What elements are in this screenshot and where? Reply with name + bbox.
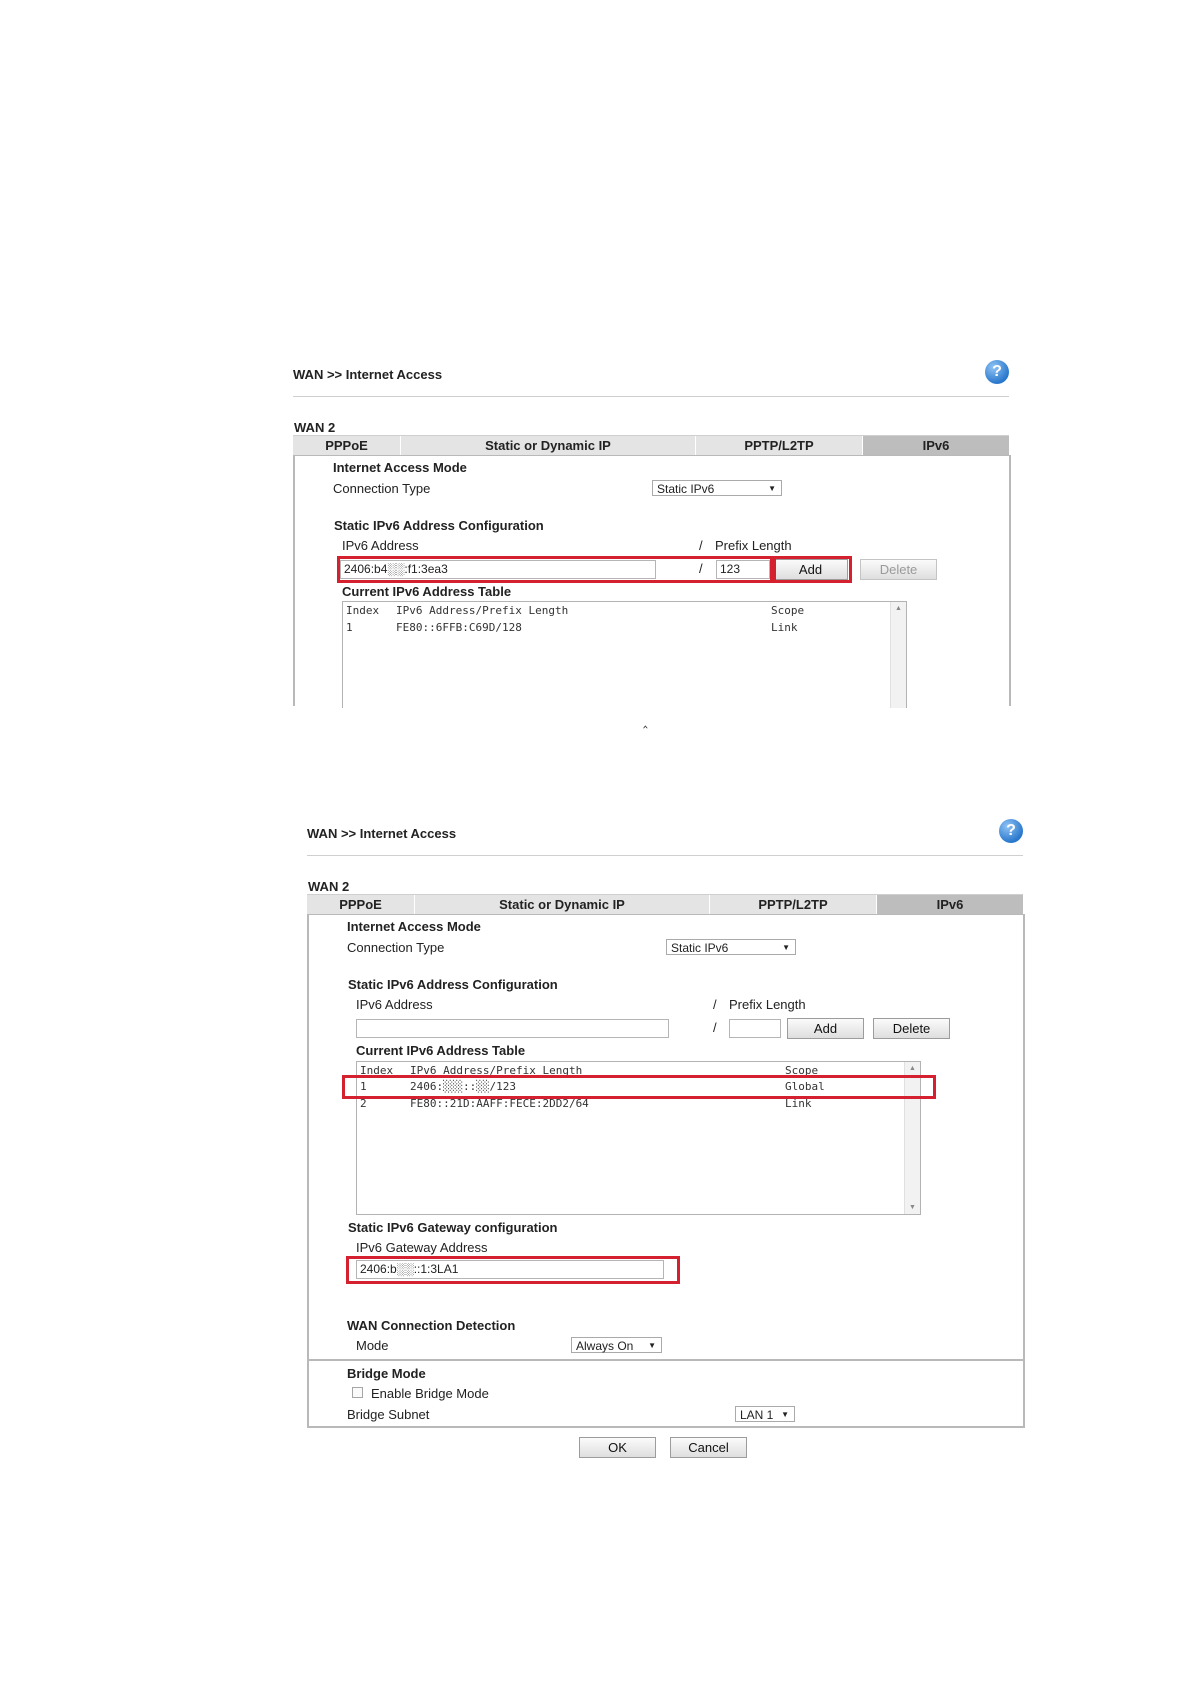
- chevron-down-icon: ▼: [648, 1341, 656, 1350]
- tab-static-dynamic-ip[interactable]: Static or Dynamic IP: [401, 436, 696, 456]
- prefix-length-label: Prefix Length: [715, 538, 792, 553]
- section-address-table: Current IPv6 Address Table: [342, 584, 512, 599]
- tab-ipv6[interactable]: IPv6: [863, 436, 1009, 456]
- section-address-table: Current IPv6 Address Table: [356, 1043, 526, 1058]
- help-icon[interactable]: ?: [985, 360, 1009, 384]
- chevron-down-icon: ▼: [768, 484, 776, 493]
- table-header-scope: Scope: [785, 1064, 819, 1077]
- enable-bridge-checkbox[interactable]: [352, 1387, 363, 1398]
- ipv6-address-label: IPv6 Address: [356, 997, 433, 1012]
- tab-bar: [293, 435, 1009, 456]
- section-static-ipv6-config: Static IPv6 Address Configuration: [348, 977, 558, 992]
- table-scrollbar[interactable]: [890, 602, 906, 708]
- gateway-address-input[interactable]: 2406:b░░::1:3LA1: [356, 1260, 664, 1279]
- highlight-address-input: [337, 556, 773, 583]
- panel-second-screenshot: [307, 821, 1023, 1481]
- page-header: [307, 821, 1023, 856]
- breadcrumb: WAN >> Internet Access: [307, 826, 457, 841]
- cancel-button[interactable]: Cancel: [670, 1437, 747, 1458]
- table-header-scope: Scope: [771, 604, 805, 617]
- connection-type-label: Connection Type: [333, 481, 431, 496]
- scroll-up-icon[interactable]: ▲: [895, 605, 902, 612]
- table-row-scope: Global: [785, 1080, 825, 1093]
- ipv6-address-label: IPv6 Address: [342, 538, 419, 553]
- highlight-global-row: [342, 1075, 936, 1099]
- chevron-down-icon: ▼: [781, 1410, 789, 1419]
- highlight-gateway-input: [346, 1256, 680, 1284]
- slash-separator: /: [713, 1020, 717, 1035]
- wan-label: WAN 2: [308, 879, 350, 894]
- table-row-scope: Link: [771, 621, 798, 634]
- breadcrumb: WAN >> Internet Access: [293, 367, 443, 382]
- tab-pppoe[interactable]: PPPoE: [293, 436, 401, 456]
- connection-type-select[interactable]: [652, 480, 782, 496]
- address-table[interactable]: [342, 601, 907, 708]
- table-header-address: IPv6 Address/Prefix Length: [410, 1064, 583, 1077]
- add-button[interactable]: Add: [773, 559, 848, 580]
- slash-separator: /: [699, 561, 703, 576]
- section-wan-connection-detection: WAN Connection Detection: [347, 1318, 516, 1333]
- add-button[interactable]: Add: [787, 1018, 864, 1039]
- ok-button[interactable]: OK: [579, 1437, 656, 1458]
- scroll-up-icon[interactable]: ▲: [909, 1065, 916, 1072]
- tab-bar: [307, 894, 1023, 915]
- bridge-subnet-value: LAN 1: [740, 1408, 774, 1422]
- section-static-ipv6-config: Static IPv6 Address Configuration: [334, 518, 544, 533]
- prefix-length-input[interactable]: [729, 1019, 781, 1038]
- mode-value: Always On: [576, 1339, 634, 1353]
- ipv6-address-input[interactable]: [356, 1019, 669, 1038]
- tab-ipv6[interactable]: IPv6: [877, 895, 1023, 915]
- wan-label: WAN 2: [294, 420, 336, 435]
- highlight-add-button: [773, 556, 852, 583]
- tab-pppoe[interactable]: PPPoE: [307, 895, 415, 915]
- connection-type-value: Static IPv6: [657, 482, 715, 496]
- enable-bridge-label: Enable Bridge Mode: [371, 1386, 489, 1401]
- section-bridge-mode: Bridge Mode: [347, 1366, 426, 1381]
- table-row-address: 2406:░░░::░░/123: [410, 1080, 516, 1093]
- table-row-scope: Link: [785, 1097, 812, 1110]
- tab-pptp-l2tp[interactable]: PPTP/L2TP: [696, 436, 863, 456]
- config-box: [293, 455, 1011, 706]
- bridge-subnet-label: Bridge Subnet: [347, 1407, 430, 1422]
- panel-first-screenshot: [293, 362, 1009, 728]
- table-row-index: 1: [360, 1080, 367, 1093]
- prefix-length-label: Prefix Length: [729, 997, 806, 1012]
- ipv6-address-input[interactable]: 2406:b4░░:f1:3ea3: [340, 560, 656, 579]
- delete-button[interactable]: Delete: [860, 559, 937, 580]
- connection-type-value: Static IPv6: [671, 941, 729, 955]
- page-header: [293, 362, 1009, 397]
- prefix-length-input[interactable]: 123: [716, 560, 770, 579]
- delete-button[interactable]: Delete: [873, 1018, 950, 1039]
- tab-pptp-l2tp[interactable]: PPTP/L2TP: [710, 895, 877, 915]
- table-row-address: FE80::6FFB:C69D/128: [396, 621, 522, 634]
- slash-label: /: [699, 538, 703, 553]
- table-header-address: IPv6 Address/Prefix Length: [396, 604, 569, 617]
- bridge-subnet-select[interactable]: [735, 1406, 795, 1422]
- table-header-index: Index: [360, 1064, 394, 1077]
- config-box: [307, 914, 1025, 1428]
- table-row-index: 2: [360, 1097, 367, 1110]
- gateway-address-label: IPv6 Gateway Address: [356, 1240, 488, 1255]
- table-row-address: FE80::21D:AAFF:FECE:2DD2/64: [410, 1097, 589, 1110]
- section-internet-access-mode: Internet Access Mode: [333, 460, 467, 475]
- section-gateway-config: Static IPv6 Gateway configuration: [348, 1220, 558, 1235]
- chevron-down-icon: ▼: [782, 943, 790, 952]
- connection-type-label: Connection Type: [347, 940, 445, 955]
- tab-static-dynamic-ip[interactable]: Static or Dynamic IP: [415, 895, 710, 915]
- scroll-down-icon[interactable]: ▼: [909, 1204, 916, 1211]
- caret-marker: ‸: [643, 712, 648, 728]
- connection-type-select[interactable]: [666, 939, 796, 955]
- mode-label: Mode: [356, 1338, 389, 1353]
- table-row-index: 1: [346, 621, 353, 634]
- table-header-index: Index: [346, 604, 380, 617]
- help-icon[interactable]: ?: [999, 819, 1023, 843]
- section-divider: [309, 1359, 1023, 1361]
- section-internet-access-mode: Internet Access Mode: [347, 919, 481, 934]
- mode-select[interactable]: [571, 1337, 662, 1353]
- slash-label: /: [713, 997, 717, 1012]
